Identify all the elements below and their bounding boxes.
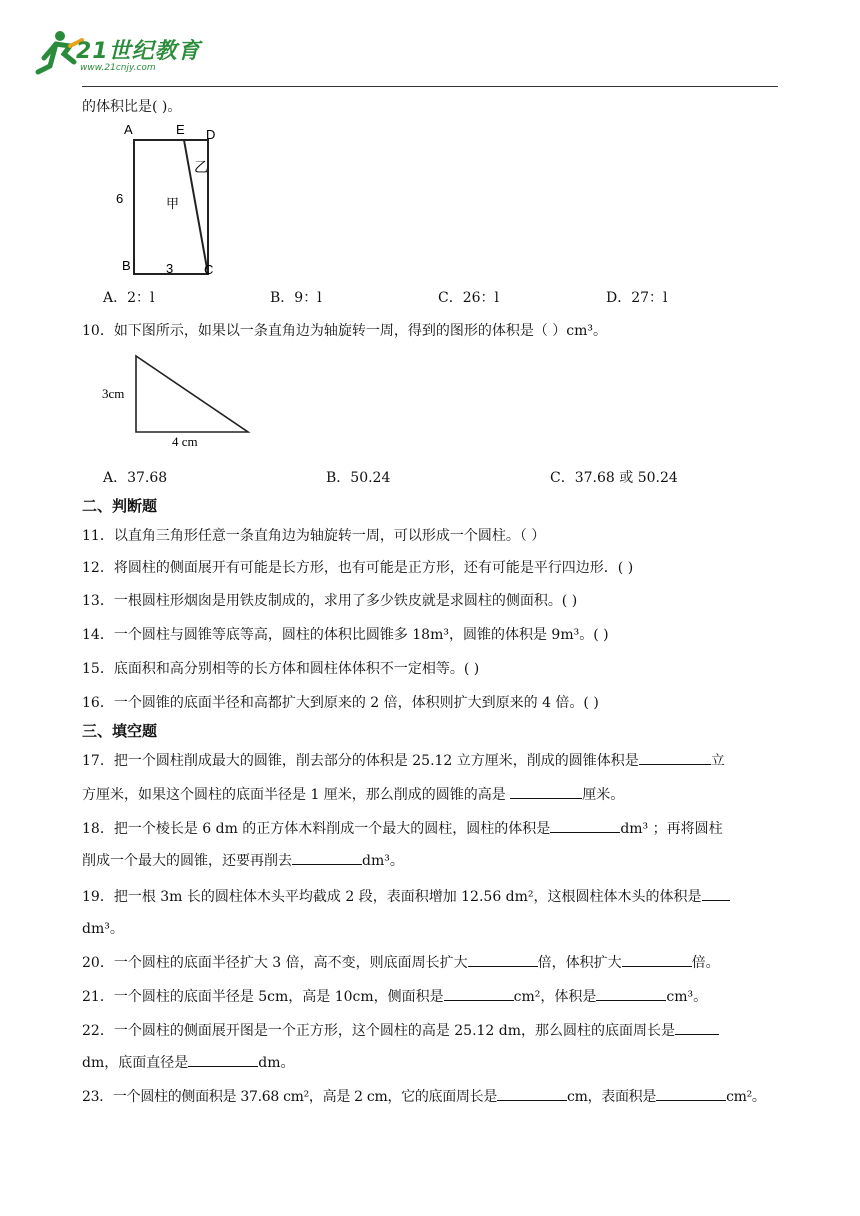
- judge-12: 12．将圆柱的侧面展开有可能是长方形，也有可能是正方形，还有可能是平行四边形．( ): [82, 560, 634, 576]
- fill-17-blank-1[interactable]: [639, 750, 711, 765]
- q10-stem: 10．如下图所示，如果以一条直角边为轴旋转一周，得到的图形的体积是（ ）cm³。: [82, 323, 607, 339]
- fill-22-blank-2[interactable]: [188, 1052, 258, 1067]
- fill-20-blank-1[interactable]: [468, 952, 538, 967]
- q9-label-bottom: 3: [166, 261, 174, 276]
- fill-22-blank-1[interactable]: [675, 1020, 719, 1035]
- fill-23-blank-1[interactable]: [497, 1086, 567, 1101]
- q9-stem-tail: 的体积比是( )。: [82, 99, 182, 115]
- judge-14: 14．一个圆柱与圆锥等底等高，圆柱的体积比圆锥多 18m³，圆锥的体积是 9m³。( ): [82, 627, 609, 643]
- q9-label-side: 6: [116, 191, 124, 206]
- fill-21: 21．一个圆柱的底面半径是 5cm，高是 10cm，侧面积是 cm²，体积是 cm³。: [82, 986, 707, 1006]
- q9-label-d: D: [206, 127, 216, 142]
- q9-label-c: C: [204, 262, 214, 277]
- q9-option-c[interactable]: C．26：l: [438, 290, 500, 306]
- fill-23-blank-2[interactable]: [656, 1086, 726, 1101]
- q9-label-e: E: [176, 122, 185, 137]
- fill-22-line2: dm，底面直径是 dm。: [82, 1052, 295, 1072]
- fill-18-blank-1[interactable]: [550, 818, 620, 833]
- q10-option-b[interactable]: B．50.24: [326, 470, 391, 486]
- q10-figure: [100, 350, 260, 450]
- q10-option-a[interactable]: A．37.68: [103, 470, 168, 486]
- q9-option-b[interactable]: B．9：l: [270, 290, 322, 306]
- logo-url: www.21cnjy.com: [80, 63, 156, 73]
- fill-19-line1: 19．把一根 3m 长的圆柱体木头平均截成 2 段，表面积增加 12.56 dm²，这根圆柱体木头的体积是: [82, 886, 730, 906]
- header-divider: [82, 86, 778, 87]
- fill-21-blank-1[interactable]: [444, 986, 514, 1001]
- fill-18-line1: 18．把一个棱长是 6 dm 的正方体木料削成一个最大的圆柱，圆柱的体积是 dm³ ；再将圆柱: [82, 818, 723, 838]
- fill-19-line2: dm³。: [82, 921, 124, 937]
- judge-15: 15．底面积和高分别相等的长方体和圆柱体体积不一定相等。( ): [82, 661, 480, 677]
- fill-21-blank-2[interactable]: [596, 986, 666, 1001]
- judge-13: 13．一根圆柱形烟囱是用铁皮制成的，求用了多少铁皮就是求圆柱的侧面积。( ): [82, 593, 578, 609]
- judge-16: 16．一个圆锥的底面半径和高都扩大到原来的 2 倍，体积则扩大到原来的 4 倍。( ): [82, 695, 599, 711]
- fill-18-blank-2[interactable]: [292, 850, 362, 865]
- judge-11: 11．以直角三角形任意一条直角边为轴旋转一周，可以形成一个圆柱。（ ）: [82, 528, 546, 544]
- fill-23: 23．一个圆柱的侧面积是 37.68 cm²，高是 2 cm，它的底面周长是 cm，表面积是 cm²。: [82, 1086, 766, 1106]
- fill-20: 20．一个圆柱的底面半径扩大 3 倍，高不变，则底面周长扩大 倍，体积扩大 倍。: [82, 952, 720, 972]
- q9-label-yi: 乙: [194, 160, 208, 176]
- q9-label-b: B: [122, 258, 131, 273]
- section-fill-title: 三、填空题: [82, 722, 158, 740]
- section-judge-title: 二、判断题: [82, 497, 158, 515]
- fill-17-line2: 方厘米，如果这个圆柱的底面半径是 1 厘米，那么削成的圆锥的高是 厘米。: [82, 784, 624, 804]
- q10-base-label: 4 cm: [172, 434, 198, 449]
- q9-label-jia: 甲: [166, 197, 180, 212]
- fill-19-blank[interactable]: [702, 886, 730, 901]
- fill-22-line1: 22．一个圆柱的侧面展开图是一个正方形，这个圆柱的高是 25.12 dm，那么圆柱的底面周长是: [82, 1020, 719, 1040]
- q9-figure: [110, 120, 230, 280]
- fill-18-line2: 削成一个最大的圆锥，还要再削去 dm³。: [82, 850, 404, 870]
- logo-text: 21世纪教育: [76, 39, 201, 64]
- q9-option-d[interactable]: D．27：l: [606, 290, 668, 306]
- fill-17-line1: 17．把一个圆柱削成最大的圆锥，削去部分的体积是 25.12 立方厘米，削成的圆锥体积是 立: [82, 750, 725, 770]
- q9-label-a: A: [124, 122, 133, 137]
- fill-17-blank-2[interactable]: [510, 784, 582, 799]
- q10-option-c[interactable]: C．37.68 或 50.24: [550, 470, 678, 486]
- fill-20-blank-2[interactable]: [622, 952, 692, 967]
- q10-height-label: 3cm: [102, 386, 125, 401]
- q9-option-a[interactable]: A．2：l: [103, 290, 155, 306]
